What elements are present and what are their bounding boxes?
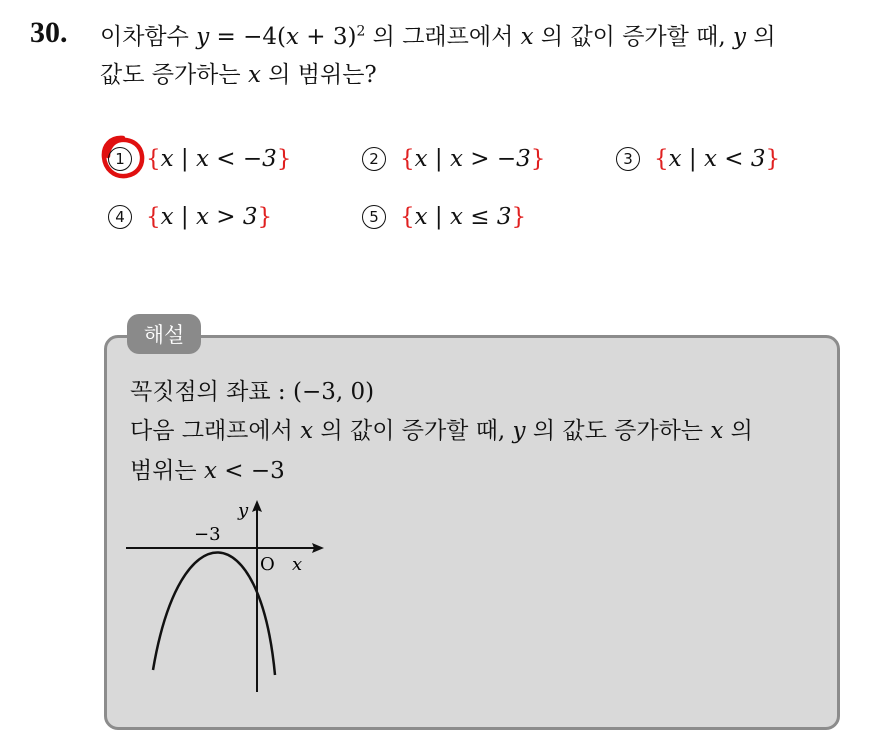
choice-3-text: {x | x < 3}: [654, 146, 781, 172]
question-text: 값도 증가하는: [100, 62, 248, 88]
choice-1-text: {x | x < −3}: [146, 146, 292, 172]
choice-number-1: 1: [108, 147, 132, 171]
question-text: + 3): [298, 24, 357, 50]
var-y: y: [196, 24, 210, 50]
choice-number-5: 5: [362, 205, 386, 229]
choice-2-text: {x | x > −3}: [400, 146, 546, 172]
y-axis-label: y: [238, 500, 249, 521]
choice-4-text: {x | x > 3}: [146, 204, 273, 230]
x-axis-label: x: [292, 554, 303, 575]
solution-line1: 꼭짓점의 좌표 : (−3, 0): [130, 379, 375, 405]
choice-number-4: 4: [108, 205, 132, 229]
question-text-line2: [100, 56, 377, 89]
question-text: 의 범위는?: [260, 62, 377, 88]
var-y: y: [733, 24, 747, 50]
var-x: x: [247, 62, 261, 88]
question-text-line1: [100, 18, 776, 51]
question-text: 의 그래프에서: [365, 24, 521, 50]
solution-line3: 범위는 x < −3: [130, 458, 285, 484]
vertex-label: −3: [194, 524, 221, 545]
question-text: 의 값이 증가할 때,: [533, 24, 734, 50]
question-text: 이차함수: [100, 24, 197, 50]
question-text: = −4(: [209, 24, 286, 50]
question-number: 30.: [30, 16, 68, 49]
choice-2[interactable]: [362, 146, 545, 172]
var-x: x: [520, 24, 534, 50]
var-x: x: [285, 24, 299, 50]
parabola-graph: [120, 490, 340, 700]
choice-5-text: {x | x ≤ 3}: [400, 204, 527, 230]
choice-3[interactable]: [616, 146, 780, 172]
question-text: 의: [746, 24, 776, 50]
origin-label: O: [260, 554, 275, 575]
choice-1[interactable]: [108, 146, 291, 172]
choice-number-2: 2: [362, 147, 386, 171]
exponent: 2: [356, 23, 366, 40]
solution-tab: 해설: [127, 314, 201, 354]
choice-number-3: 3: [616, 147, 640, 171]
solution-line2: 다음 그래프에서 x 의 값이 증가할 때, y 의 값도 증가하는 x 의: [130, 418, 753, 444]
choice-4[interactable]: [108, 204, 272, 230]
choice-5[interactable]: [362, 204, 526, 230]
